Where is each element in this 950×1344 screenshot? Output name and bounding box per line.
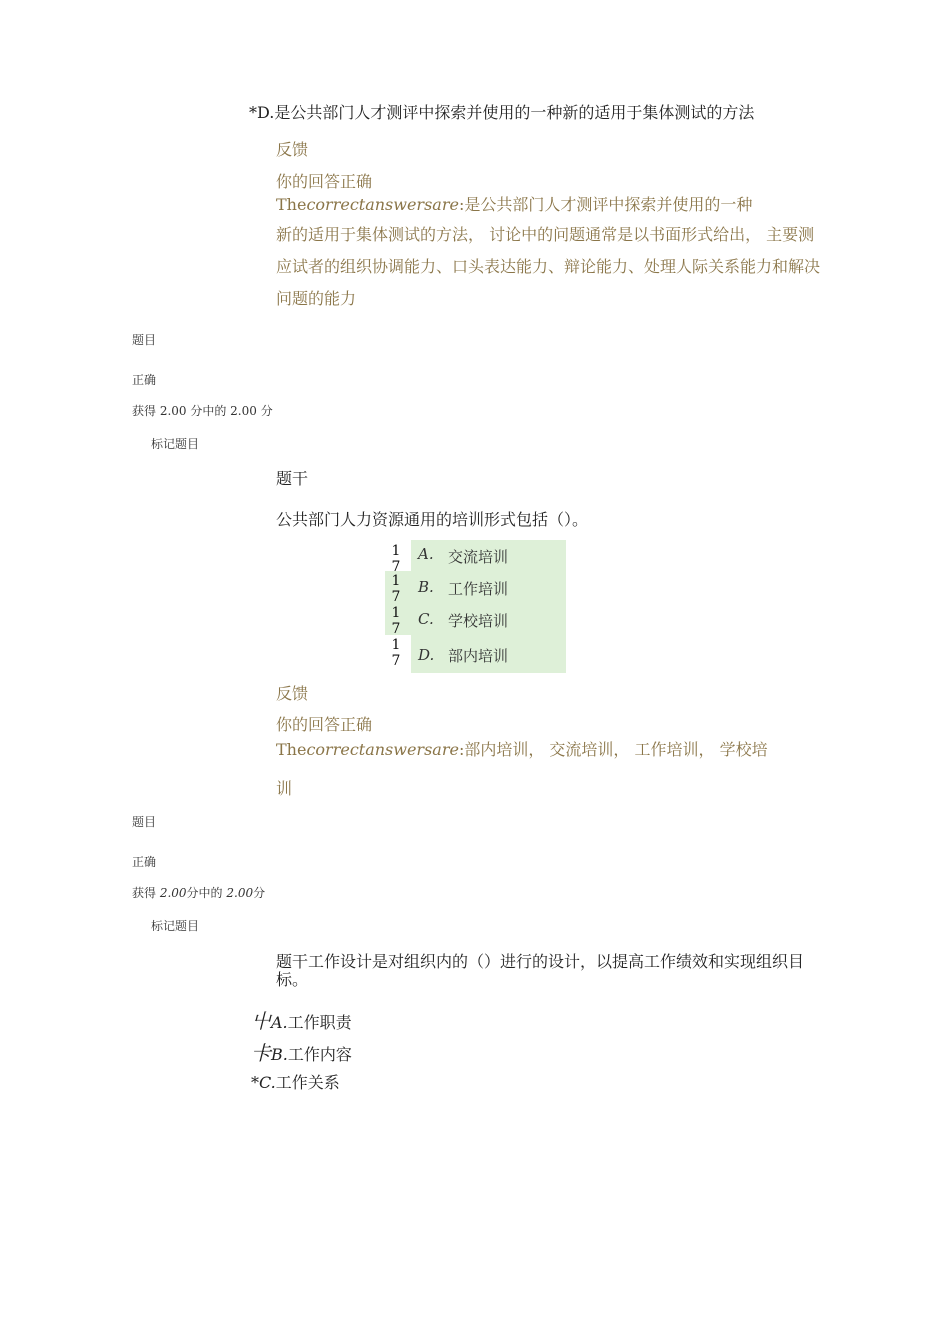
question-status: 正确 xyxy=(132,373,157,387)
question-label: 题目 xyxy=(132,815,157,829)
option-number: 1 7 xyxy=(391,605,401,637)
answer-text-continued: 新的适用于集体测试的方法， 讨论中的问题通常是以书面形式给出， 主要测应试者的组织协调能力、口头表达能力、辩论能力、处理人际关系能力和解决问题的能力 xyxy=(276,225,821,308)
question-stem: 公共部门人力资源通用的培训形式包括（）。 xyxy=(276,510,589,529)
answer-text: :是公共部门人才测评中探索并使用的一种 xyxy=(458,195,753,214)
option-letter: B. xyxy=(271,1045,288,1064)
option-text: 工作内容 xyxy=(287,1045,352,1064)
score-total: 2.00 xyxy=(226,886,254,900)
correct-answer-line xyxy=(276,192,752,215)
option-letter: A. xyxy=(271,1013,288,1032)
option-letter: C. xyxy=(259,1073,276,1092)
question-score xyxy=(132,884,265,901)
question-label: 题目 xyxy=(132,333,157,347)
options-list xyxy=(385,540,566,673)
option-number: 1 7 xyxy=(391,573,401,605)
answer-prefix: The xyxy=(276,195,307,214)
option-number: 1 7 xyxy=(391,543,401,575)
option-letter: B. xyxy=(418,578,434,596)
option-text: 部内培训 xyxy=(448,647,509,665)
score-suffix: 分 xyxy=(253,886,266,900)
option-text: 工作职责 xyxy=(287,1013,352,1032)
option-b[interactable] xyxy=(251,1037,352,1066)
feedback-result: 你的回答正确 xyxy=(276,172,373,191)
option-letter: D. xyxy=(418,646,435,664)
answer-prefix-italic: correctanswersare xyxy=(306,195,459,214)
question-stem: 题干工作设计是对组织内的（）进行的设计，以提高工作绩效和实现组织目标。 xyxy=(276,952,805,989)
option-text: 交流培训 xyxy=(448,548,509,566)
option-letter: A. xyxy=(418,545,434,563)
score-earned: 2.00 xyxy=(159,886,187,900)
answer-text: :部内培训， 交流培训， 工作培训， 学校培 xyxy=(458,740,768,759)
score-mid: 分中的 xyxy=(186,886,227,900)
option-text: 工作关系 xyxy=(275,1073,340,1092)
selected-option-d: *D.是公共部门人才测评中探索并使用的一种新的适用于集体测试的方法 xyxy=(249,103,755,122)
option-mark: 屮 xyxy=(251,1009,271,1033)
option-a[interactable] xyxy=(251,1005,352,1034)
question-score: 获得 2.00 分中的 2.00 分 xyxy=(132,404,273,418)
feedback-result: 你的回答正确 xyxy=(276,715,373,734)
option-letter: C. xyxy=(418,610,434,628)
flag-question[interactable]: 标记题目 xyxy=(151,437,200,451)
option-mark: * xyxy=(251,1073,259,1092)
score-prefix: 获得 xyxy=(132,886,160,900)
answer-text-continued: 训 xyxy=(276,779,293,798)
feedback-heading: 反馈 xyxy=(276,140,309,159)
feedback-heading: 反馈 xyxy=(276,684,309,703)
correct-answer-line xyxy=(276,737,768,760)
answer-prefix-italic: correctanswersare xyxy=(306,740,459,759)
option-mark: 卡 xyxy=(251,1041,271,1065)
flag-question[interactable]: 标记题目 xyxy=(151,919,200,933)
answer-prefix: The xyxy=(276,740,307,759)
option-text: 工作培训 xyxy=(448,580,509,598)
option-text: 学校培训 xyxy=(448,612,509,630)
option-c[interactable] xyxy=(251,1070,340,1093)
question-status: 正确 xyxy=(132,855,157,869)
option-number: 1 7 xyxy=(391,637,401,669)
stem-heading: 题干 xyxy=(276,469,309,488)
